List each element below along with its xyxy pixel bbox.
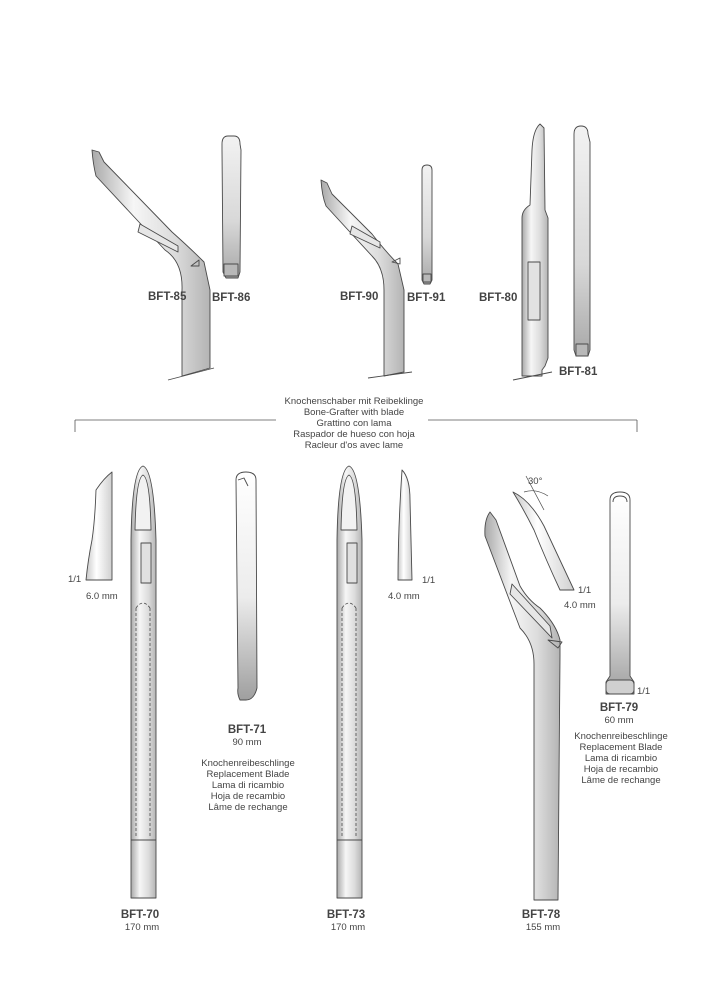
group-heading [285, 396, 424, 451]
scale-bft-78: 1/1 [578, 585, 592, 596]
heading-it: Grattino con lama [316, 418, 392, 429]
bft-80-illustration [513, 124, 552, 380]
length-bft-70: 170 mm [124, 922, 160, 933]
heading-fr: Racleur d'os avec lame [304, 440, 404, 451]
heading-de: Knochenschaber mit Reibeklinge [284, 396, 424, 407]
scale-bft-70: 1/1 [68, 574, 82, 585]
angle-bft-78: 30° [528, 476, 543, 487]
width-bft-73: 4.0 mm [388, 591, 420, 602]
rb71-fr: Lâme de rechange [208, 802, 288, 813]
label-bft-70: BFT-70 [120, 909, 160, 921]
scale-bft-79: 1/1 [637, 686, 651, 697]
bft-70-illustration [131, 466, 156, 898]
rb71-de: Knochenreibeschlinge [201, 758, 295, 769]
heading-en: Bone-Grafter with blade [303, 407, 405, 418]
rb79-en: Replacement Blade [579, 742, 663, 753]
rb79-de: Knochenreibeschlinge [574, 731, 668, 742]
label-bft-90: BFT-90 [340, 291, 379, 303]
width-bft-70: 6.0 mm [86, 591, 118, 602]
scale-bft-73: 1/1 [422, 575, 436, 586]
label-bft-79: BFT-79 [599, 702, 639, 714]
bft-86-illustration [222, 136, 241, 278]
rb71-it: Lama di ricambio [211, 780, 285, 791]
label-bft-80: BFT-80 [479, 292, 518, 304]
bft-90-illustration [321, 180, 412, 378]
label-bft-78: BFT-78 [521, 909, 561, 921]
bft-91-illustration [422, 165, 432, 284]
bft-73-tip-detail [398, 470, 412, 580]
bft-78-illustration [485, 512, 562, 900]
rb79-it: Lama di ricambio [584, 753, 658, 764]
rb79-es: Hoja de recambio [583, 764, 659, 775]
length-bft-73: 170 mm [330, 922, 366, 933]
length-bft-71: 90 mm [232, 737, 262, 748]
bft-73-illustration [337, 466, 362, 898]
bft-70-tip-detail [86, 472, 112, 580]
rb71-es: Hoja de recambio [210, 791, 286, 802]
label-bft-73: BFT-73 [326, 909, 366, 921]
bft-79-illustration [606, 492, 634, 694]
heading-es: Raspador de hueso con hoja [293, 429, 415, 440]
rb71-en: Replacement Blade [206, 769, 290, 780]
rb79-fr: Lâme de rechange [581, 775, 661, 786]
label-bft-85: BFT-85 [148, 291, 187, 303]
length-bft-78: 155 mm [525, 922, 561, 933]
width-bft-78: 4.0 mm [564, 600, 596, 611]
label-bft-91: BFT-91 [407, 292, 446, 304]
replacement-blade-text-bft-79 [574, 731, 667, 786]
bft-71-illustration [236, 472, 257, 700]
bft-78-tip-detail [513, 476, 574, 590]
bft-85-illustration [92, 150, 214, 380]
bft-81-illustration [574, 126, 590, 356]
replacement-blade-text-bft-71 [201, 758, 294, 813]
label-bft-71: BFT-71 [227, 724, 267, 736]
label-bft-81: BFT-81 [559, 366, 598, 378]
length-bft-79: 60 mm [604, 715, 634, 726]
label-bft-86: BFT-86 [212, 292, 251, 304]
